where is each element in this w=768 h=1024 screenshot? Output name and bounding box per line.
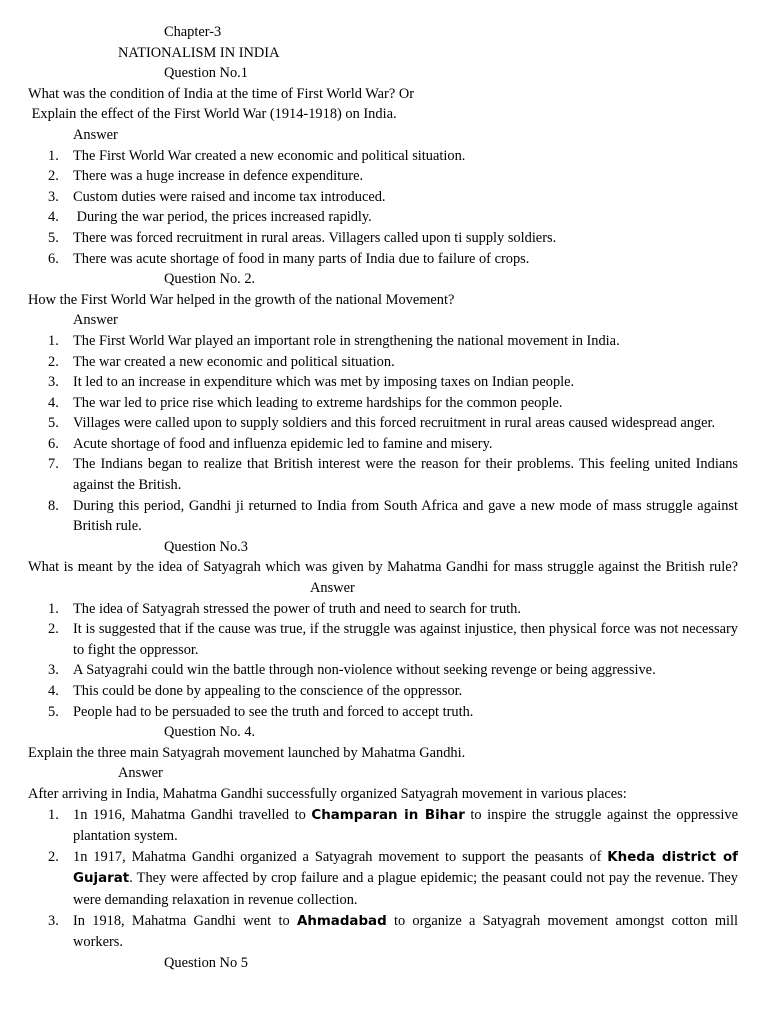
item-number: 4. xyxy=(48,209,59,226)
item-number: 5. xyxy=(48,229,59,246)
item-number: 5. xyxy=(48,703,59,720)
item-number: 5. xyxy=(48,415,59,432)
item-number: 2. xyxy=(48,353,59,370)
list-item xyxy=(28,434,738,455)
question-3-label: Question No.3 xyxy=(164,538,248,555)
item-text: People had to be persuaded to see the truth and forced to accept truth. xyxy=(73,703,474,720)
question-2-text: How the First World War helped in the growth of the national Movement? xyxy=(28,291,455,308)
question-2-label: Question No. 2. xyxy=(164,271,256,288)
item-number: 3. xyxy=(48,188,59,205)
question-5-label: Question No 5 xyxy=(164,954,248,971)
chapter-label: Chapter-3 xyxy=(164,24,222,40)
question-1-text-alt: Explain the effect of the First World War (1914-1918) on India. xyxy=(28,106,397,123)
answer-label: Answer xyxy=(118,765,163,782)
item-number: 1. xyxy=(48,600,59,617)
question-4-text: Explain the three main Satyagrah movement launched by Mahatma Gandhi. xyxy=(28,744,466,761)
list-item xyxy=(28,599,738,620)
place-name-bold: Ahmadabad xyxy=(296,913,387,929)
item-text: to organize a Satyagrah movement amongst cotton mill workers. xyxy=(73,912,739,951)
list-item xyxy=(28,372,738,393)
item-text: Acute shortage of food and influenza epidemic led to famine and misery. xyxy=(73,435,493,452)
item-text: The Indians began to realize that British interest were the reason for their problems. This feeling united Indians against the British. xyxy=(73,456,738,494)
chapter-title: NATIONALISM IN INDIA xyxy=(118,44,280,61)
list-item xyxy=(28,847,738,911)
list-item xyxy=(28,413,738,434)
question-3-text xyxy=(28,557,738,598)
list-item xyxy=(28,207,738,228)
item-number: 3. xyxy=(48,662,59,679)
answer-label: Answer xyxy=(73,312,118,329)
item-number: 1. xyxy=(48,147,59,164)
list-item xyxy=(28,166,738,187)
question-1-label: Question No.1 xyxy=(164,65,248,82)
list-item xyxy=(28,702,738,723)
list-item xyxy=(28,681,738,702)
answer-label: Answer xyxy=(310,580,355,597)
list-item xyxy=(28,228,738,249)
place-name-bold: Champaran in Bihar xyxy=(311,807,465,823)
item-text: 1n 1916, Mahatma Gandhi travelled to xyxy=(73,806,312,823)
item-text: In 1918, Mahatma Gandhi went to xyxy=(73,912,297,929)
item-text: The First World War created a new economic and political situation. xyxy=(73,147,466,164)
list-item xyxy=(28,331,738,352)
item-text: A Satyagrahi could win the battle through non-violence without seeking revenge or being aggressive. xyxy=(73,662,656,679)
item-text: During the war period, the prices increased rapidly. xyxy=(73,209,372,226)
item-number: 2. xyxy=(48,621,59,638)
list-item xyxy=(28,393,738,414)
list-item xyxy=(28,352,738,373)
document-page xyxy=(28,22,738,973)
list-item xyxy=(28,454,738,495)
question-1-text: What was the condition of India at the time of First World War? Or xyxy=(28,85,415,102)
answer-4-list xyxy=(28,805,738,953)
item-number: 4. xyxy=(48,394,59,411)
item-text: The First World War played an important role in strengthening the national movement in India. xyxy=(73,332,620,349)
item-text: During this period, Gandhi ji returned to India from South Africa and gave a new mode of mass struggle against British rule. xyxy=(73,497,738,535)
item-text: Villages were called upon to supply soldiers and this forced recruitment in rural areas caused widespread anger. xyxy=(73,415,716,432)
item-text: The war created a new economic and political situation. xyxy=(73,353,395,370)
item-text: Custom duties were raised and income tax introduced. xyxy=(73,188,386,205)
answer-3-list xyxy=(28,599,738,723)
item-number: 1. xyxy=(48,332,59,349)
item-text: It led to an increase in expenditure which was met by imposing taxes on Indian people. xyxy=(73,374,575,391)
list-item xyxy=(28,805,738,847)
item-text: There was acute shortage of food in many parts of India due to failure of crops. xyxy=(73,250,530,267)
item-text: The idea of Satyagrah stressed the power of truth and need to search for truth. xyxy=(73,600,521,617)
answer-4-intro: After arriving in India, Mahatma Gandhi successfully organized Satyagrah movement in various places: xyxy=(28,785,627,802)
list-item xyxy=(28,619,738,660)
list-item xyxy=(28,911,738,953)
item-number: 8. xyxy=(48,497,59,514)
answer-1-list xyxy=(28,146,738,270)
question-4-label: Question No. 4. xyxy=(164,724,256,741)
item-number: 3. xyxy=(48,374,59,391)
list-item xyxy=(28,249,738,270)
item-text: There was a huge increase in defence expenditure. xyxy=(73,168,364,185)
item-text: to inspire the struggle against the oppressive plantation system. xyxy=(73,806,738,845)
answer-label: Answer xyxy=(73,126,118,143)
question-3-body: What is meant by the idea of Satyagrah which was given by Mahatma Gandhi for mass struggle against the British rule? xyxy=(28,559,738,576)
item-number: 3. xyxy=(48,912,59,929)
list-item xyxy=(28,660,738,681)
item-number: 1. xyxy=(48,806,59,823)
item-text: The war led to price rise which leading to extreme hardships for the common people. xyxy=(73,394,563,411)
item-text: This could be done by appealing to the conscience of the oppressor. xyxy=(73,683,463,699)
item-number: 6. xyxy=(48,250,59,267)
item-text: 1n 1917, Mahatma Gandhi organized a Satyagrah movement to support the peasants of xyxy=(73,848,608,865)
item-text: There was forced recruitment in rural areas. Villagers called upon ti supply soldiers. xyxy=(73,229,557,246)
item-number: 2. xyxy=(48,168,59,185)
item-number: 4. xyxy=(48,683,59,699)
item-number: 7. xyxy=(48,456,59,473)
place-name-bold: Kheda district of Gujarat xyxy=(73,849,738,887)
list-item xyxy=(28,146,738,167)
list-item xyxy=(28,496,738,537)
item-text: It is suggested that if the cause was true, if the struggle was against injustice, then physical force was not necessary to fight the oppressor. xyxy=(73,621,738,658)
item-number: 6. xyxy=(48,435,59,452)
list-item xyxy=(28,187,738,208)
item-text: . They were affected by crop failure and a plague epidemic; the peasant could not pay the revenue. They were demanding relaxation in revenue collection. xyxy=(73,870,738,908)
answer-2-list xyxy=(28,331,738,537)
item-number: 2. xyxy=(48,848,59,865)
